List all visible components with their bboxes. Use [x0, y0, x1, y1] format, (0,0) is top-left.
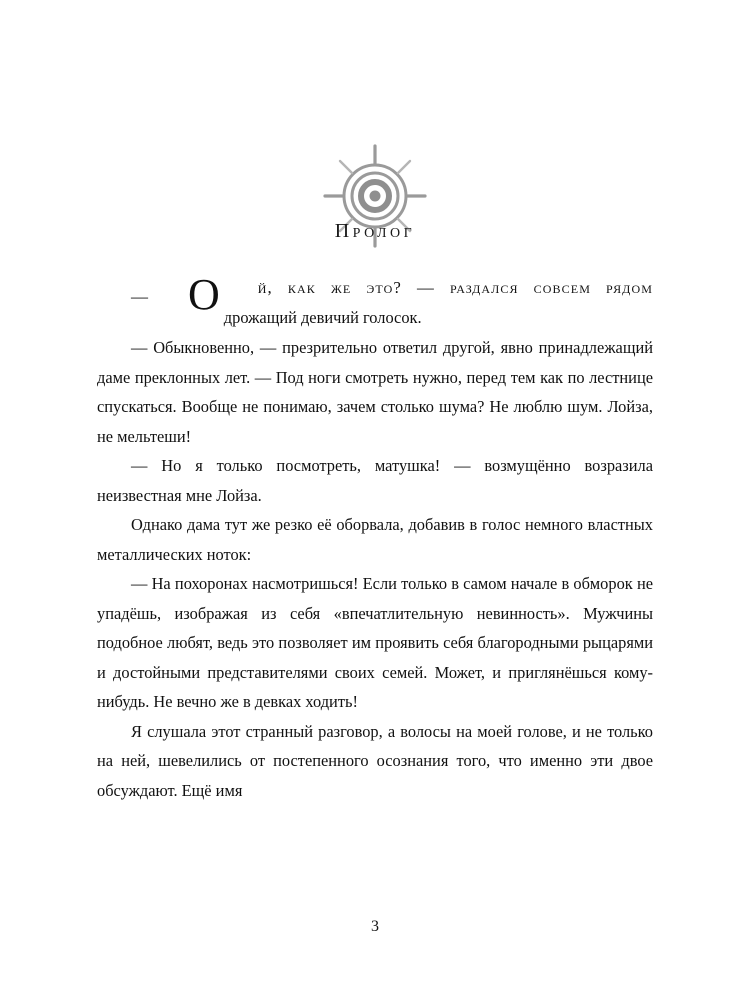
paragraph-3: — Но я только посмотреть, матушка! — возмущённо возразила неизвестная мне Лойза.: [97, 456, 653, 505]
paragraph-5: — На похоронах насмотришься! Если только в самом начале в обморок не упадёшь, изображая из себя «впечатлительную невинность». Мужчины подобное любят, ведь это позволяет им проявить себя благородными рыцарями и достойными представителями своих семей. Может, и приглянёшься кому-нибудь. Не вечно же в девках ходить!: [97, 574, 653, 711]
em-dash-lead: —: [131, 287, 148, 306]
paragraph-6: Я слушала этот странный разговор, а волосы на моей голове, и не только на ней, шевелились от постепенного осознания того, что именно эти двое обсуждают. Ещё имя: [97, 721, 653, 800]
paragraph-2: — Обыкновенно, — презрительно ответил другой, явно принадлежащий даме преклонных лет. — Под ноги смотреть нужно, перед тем как по лестнице спускаться. Вообще не понимаю, зачем столько шума? Не люблю шум. Лойза, не мельтеши!: [97, 338, 653, 446]
paragraph-1-rest: дрожащий девичий голосок.: [223, 307, 422, 327]
paragraph-1-smallcaps: й, как же это? — раздался совсем рядом: [257, 278, 653, 297]
paragraph-4: Однако дама тут же резко её оборвала, добавив в голос немного властных металлических ноток:: [97, 515, 653, 564]
chapter-ornament: [0, 0, 750, 196]
page-number: 3: [371, 918, 379, 935]
body-text: [97, 270, 653, 805]
drop-cap: О: [188, 270, 220, 319]
paragraph-1: [97, 270, 653, 333]
chapter-title: Пролог: [334, 220, 416, 242]
